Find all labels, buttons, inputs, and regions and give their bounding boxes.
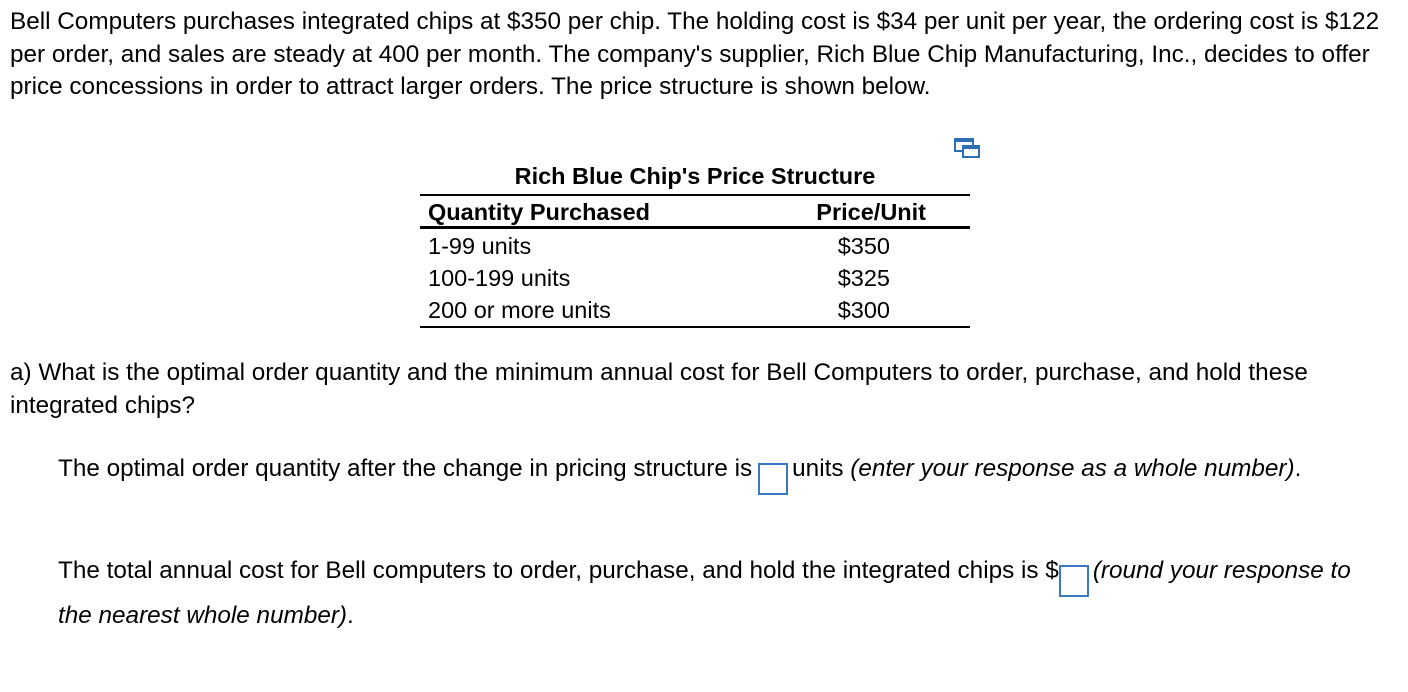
quantity-cell: 200 or more units — [420, 294, 747, 327]
table-row — [420, 262, 970, 294]
price-structure-table — [420, 162, 970, 328]
total-cost-input[interactable] — [1059, 565, 1089, 597]
answer-cost-line — [58, 552, 1358, 635]
price-cell: $300 — [747, 294, 970, 327]
problem-intro: Bell Computers purchases integrated chips at $350 per chip. The holding cost is $34 per unit per year, the ordering cost is $122 per order, and sales are steady at 400 per month. The company's supplier, Rich Blue Chip Manufacturing, Inc., decides to offer price concessions in order to attract larger orders. The price structure is shown below. — [10, 8, 1380, 100]
price-cell: $350 — [837, 233, 890, 259]
answer-quantity-hint: (enter your response as a whole number) — [850, 455, 1295, 482]
table-header-row — [420, 195, 970, 228]
header-quantity: Quantity Purchased — [420, 195, 747, 228]
price-cell: $325 — [837, 265, 890, 291]
answer-quantity-end: . — [1294, 455, 1302, 482]
table-row — [420, 228, 970, 263]
order-quantity-input[interactable] — [758, 463, 788, 495]
table-row — [420, 294, 970, 327]
question-a: a) What is the optimal order quantity and the minimum annual cost for Bell Computers to order, purchase, and hold these integrated chips? — [10, 359, 1308, 419]
answer-cost-prefix: The total annual cost for Bell computers to order, purchase, and hold the integrated chips is $ — [58, 557, 1059, 584]
table-title: Rich Blue Chip's Price Structure — [514, 163, 876, 189]
answer-cost-hint: (round your response to the nearest whole number) — [58, 557, 1351, 629]
quantity-cell: 1-99 units — [428, 233, 532, 259]
answer-quantity-prefix: The optimal order quantity after the change in pricing structure is — [58, 455, 753, 482]
quantity-cell: 100-199 units — [428, 265, 571, 291]
answer-quantity-unit: units — [792, 455, 844, 482]
answer-cost-end: . — [347, 601, 354, 629]
answer-quantity-line — [58, 450, 1358, 495]
header-price: Price/Unit — [747, 195, 970, 228]
copy-table-icon[interactable] — [953, 137, 981, 159]
